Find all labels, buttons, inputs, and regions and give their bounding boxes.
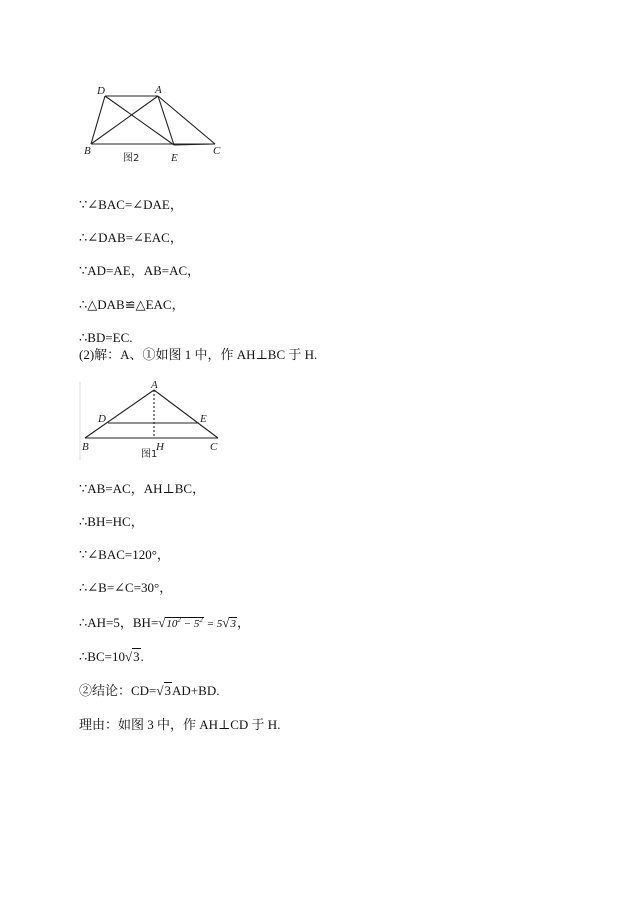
label-a: A [151,379,158,391]
radicand-three: 3 [230,618,236,630]
label-e: E [171,152,178,164]
figure-2 [80,80,230,175]
radicand-a: 10 [166,618,178,630]
segment-db [91,96,105,144]
label-e: E [200,413,207,425]
segment-ac [158,96,215,144]
label-a: A [155,84,162,96]
label-b: B [84,145,91,157]
label-d: D [97,85,105,97]
radicand-three: 3 [133,649,140,664]
proof-line-4: ∴△DAB≌△EAC， [79,297,185,312]
proof-line-11 [79,615,250,632]
sqrt-three: √3 [222,615,236,630]
line-11-prefix: ∴AH=5，BH= [79,615,159,630]
proof-line-3: ∵AD=AE，AB=AC， [79,263,201,278]
equals-five: = 5 [203,618,223,630]
line-13-suffix: AD+BD. [172,683,220,698]
segment-de [105,96,174,145]
proof-line-6: (2)解：A、①如图 1 中，作 AH⊥BC 于 H. [79,347,318,362]
proof-line-8: ∴BH=HC， [79,514,144,529]
label-c: C [213,145,221,157]
proof-line-13 [79,683,219,699]
segment-ac [154,390,218,438]
proof-line-2: ∴∠DAB=∠EAC， [79,230,183,245]
line-13-prefix: ②结论：CD= [79,683,157,698]
line-12-suffix: . [140,649,144,664]
proof-line-12 [79,649,144,665]
figure-caption: 图1 [141,449,158,460]
figure-caption: 图2 [123,153,140,164]
figure-2-diagram [80,80,230,175]
proof-line-7: ∵AB=AC，AH⊥BC， [79,481,206,496]
line-11-suffix: ， [236,615,250,630]
figure-1-diagram [79,378,229,463]
sqrt-three: √3 [156,683,172,698]
line-12-prefix: ∴BC=10 [79,649,125,664]
proof-line-10: ∴∠B=∠C=30°， [79,580,173,595]
proof-line-5: ∴BD=EC. [79,330,133,345]
proof-line-9: ∵∠BAC=120°， [79,547,170,562]
label-h: H [156,441,164,453]
sqrt-expression: $√10^2 - 5^2$ [158,615,203,630]
segment-ab [91,96,158,144]
label-b: B [82,441,89,453]
figure-1 [79,378,229,463]
sqrt-three: √3 [124,649,140,664]
exponent-a: 2 [177,616,181,624]
label-c: C [210,441,218,453]
proof-line-1: ∵∠BAC=∠DAE， [79,197,183,212]
exponent-b: 2 [199,616,203,624]
radicand-three: 3 [164,683,172,698]
radicand-b: − 5 [180,618,200,630]
segment-ab [85,390,154,438]
label-d: D [98,413,106,425]
proof-line-14: 理由：如图 3 中，作 AH⊥CD 于 H. [79,717,281,732]
